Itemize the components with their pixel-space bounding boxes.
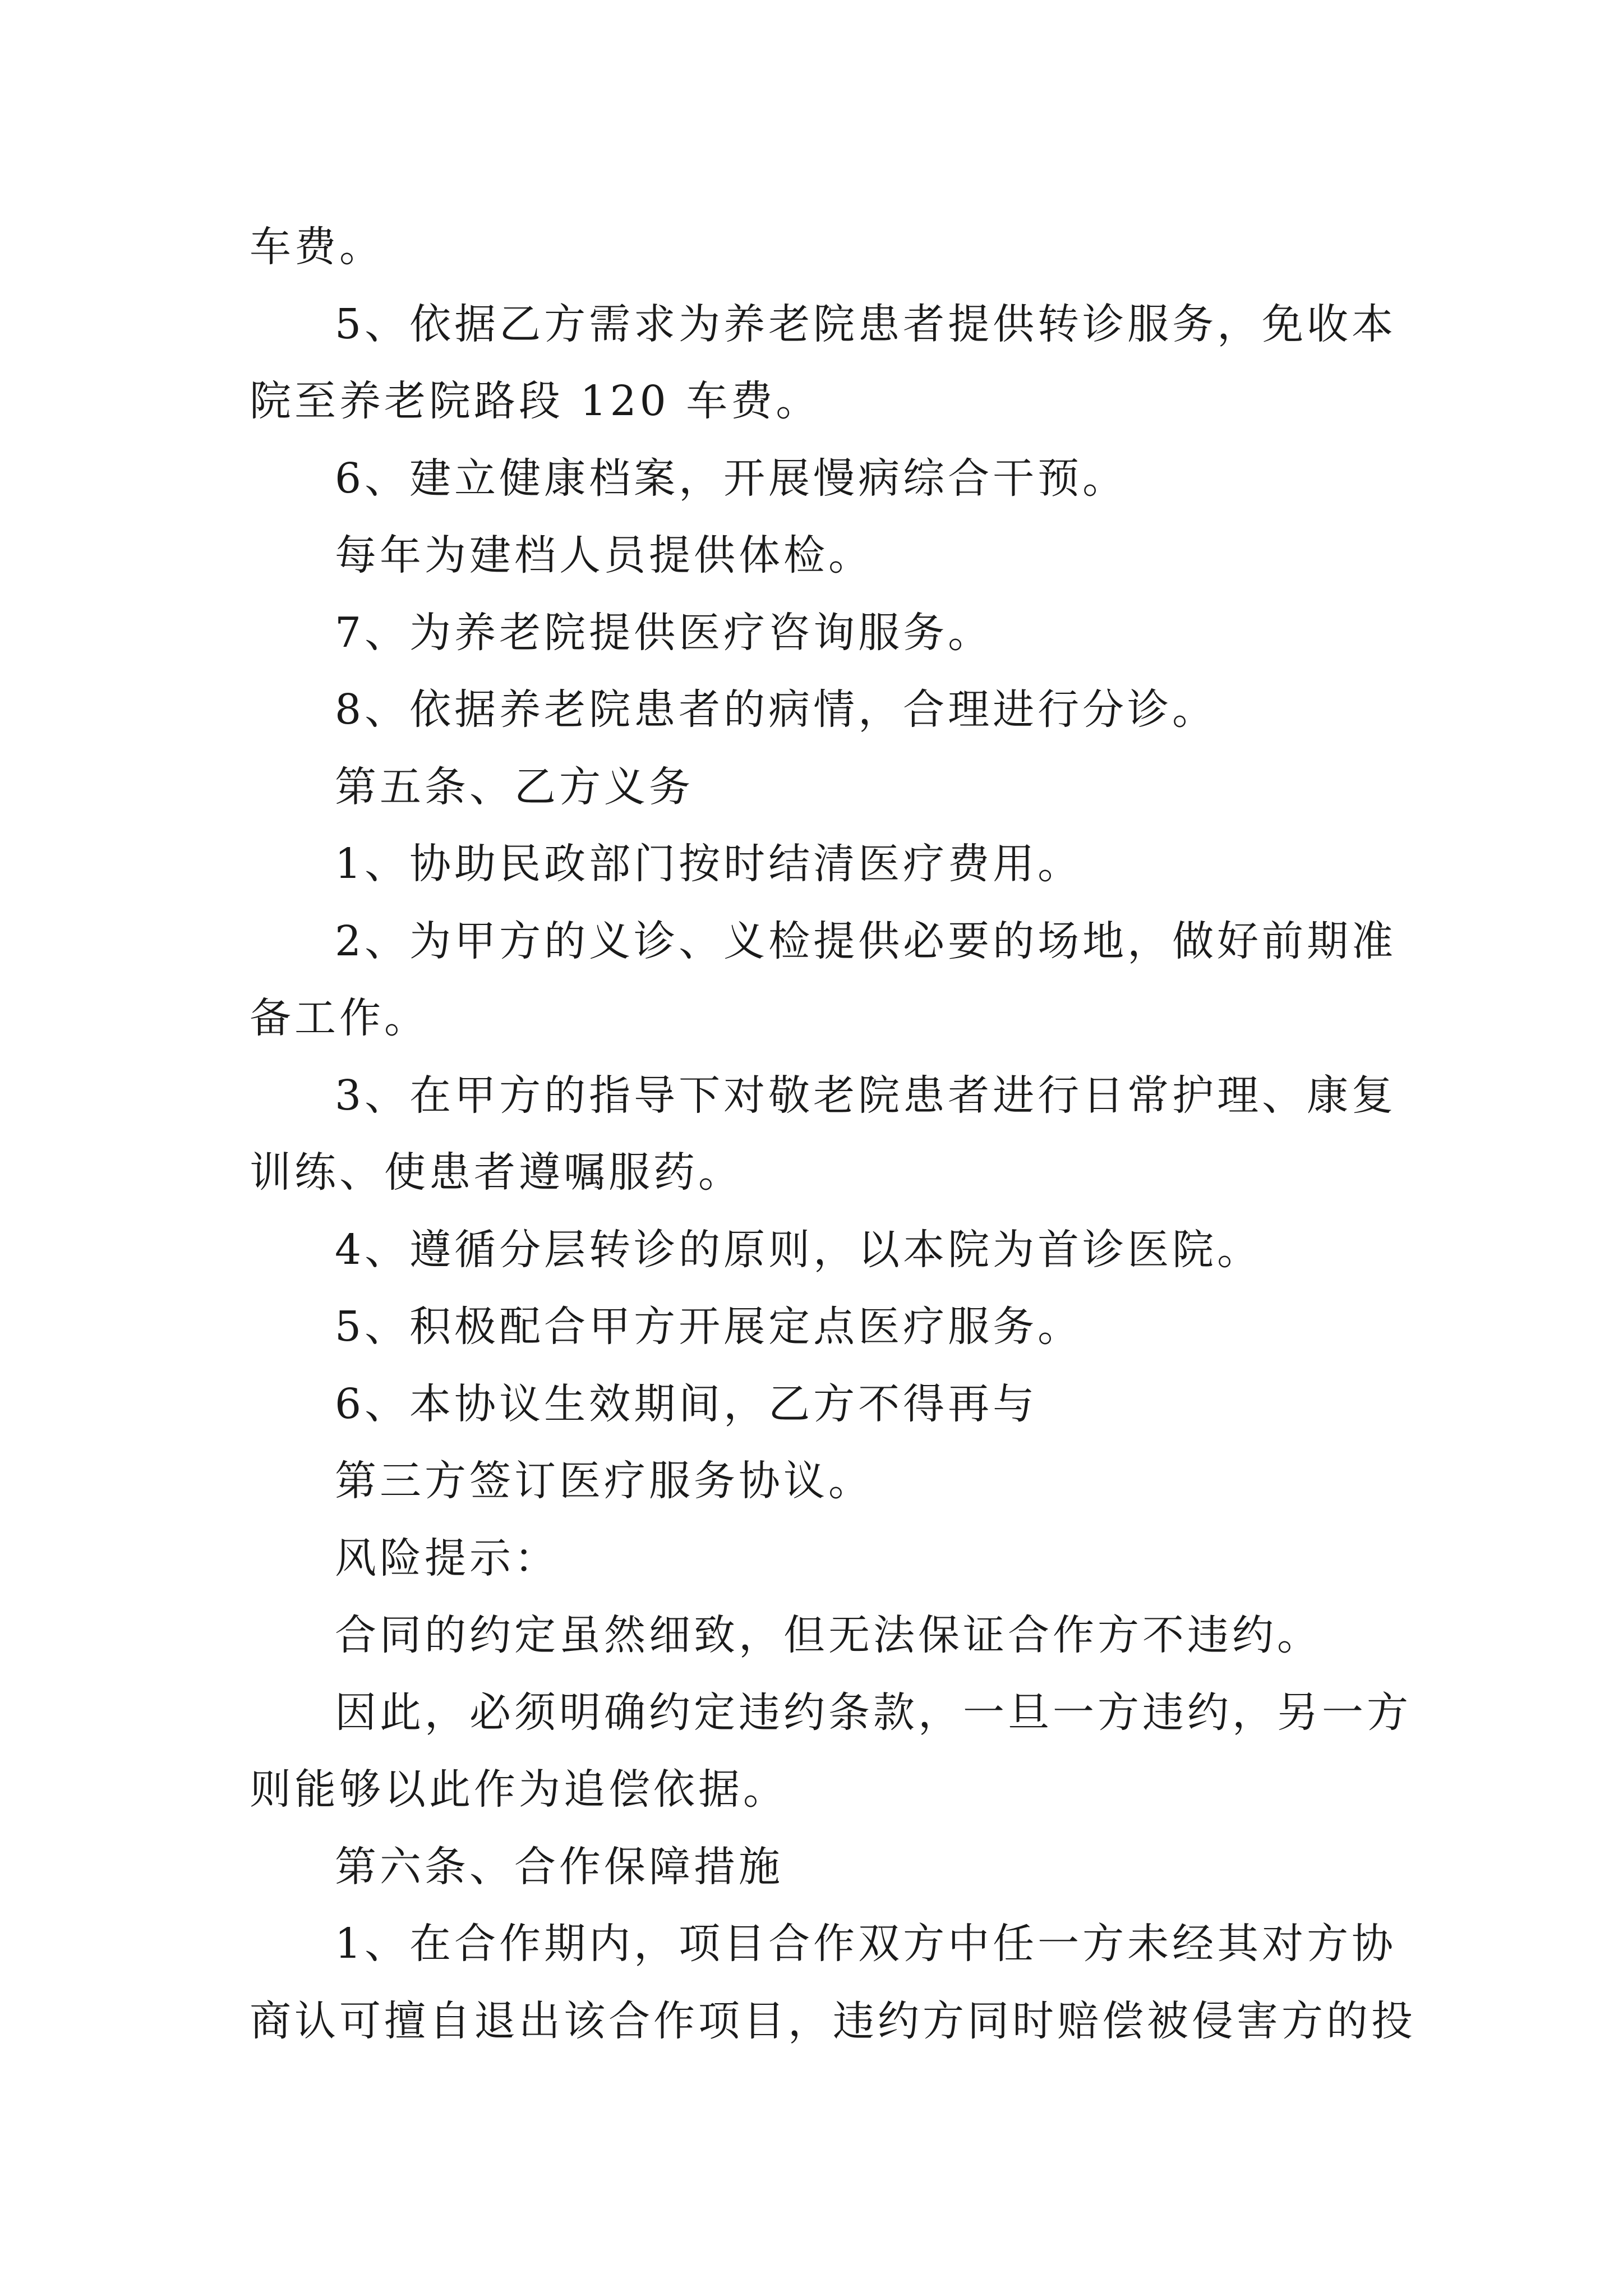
text-line: 1、在合作期内，项目合作双方中任一方未经其对方协 — [335, 1920, 1397, 1968]
document-body — [250, 209, 1416, 2060]
text-line: 8、依据养老院患者的病情，合理进行分诊。 — [335, 685, 1218, 734]
text-line: 训练、使患者遵嘱服药。 — [250, 1148, 743, 1197]
text-line: 6、建立健康档案，开展慢病综合干预。 — [335, 454, 1128, 503]
text-line: 商认可擅自退出该合作项目，违约方同时赔偿被侵害方的投 — [250, 1996, 1416, 2045]
text-line: 则能够以此作为追偿依据。 — [250, 1765, 788, 1814]
text-line: 每年为建档人员提供体检。 — [335, 531, 873, 579]
text-line: 合同的约定虽然细致，但无法保证合作方不违约。 — [335, 1611, 1322, 1659]
text-line: 1、协助民政部门按时结清医疗费用。 — [335, 840, 1083, 888]
risk-heading: 风险提示： — [335, 1534, 559, 1582]
text-line: 3、在甲方的指导下对敬老院患者进行日常护理、康复 — [335, 1071, 1397, 1120]
text-line: 院至养老院路段 120 车费。 — [250, 377, 821, 425]
text-line: 车费。 — [250, 223, 384, 271]
text-line: 2、为甲方的义诊、义检提供必要的场地，做好前期准 — [335, 917, 1397, 965]
text-line: 5、依据乙方需求为养老院患者提供转诊服务，免收本 — [335, 300, 1397, 348]
text-line: 因此，必须明确约定违约条款，一旦一方违约，另一方 — [335, 1688, 1412, 1737]
section-heading: 第六条、合作保障措施 — [335, 1842, 783, 1891]
text-line: 第三方签订医疗服务协议。 — [335, 1457, 873, 1505]
text-line: 4、遵循分层转诊的原则，以本院为首诊医院。 — [335, 1225, 1262, 1274]
text-line: 7、为养老院提供医疗咨询服务。 — [335, 608, 993, 657]
text-line: 6、本协议生效期间，乙方不得再与 — [335, 1379, 1038, 1428]
section-heading: 第五条、乙方义务 — [335, 762, 694, 811]
text-line: 备工作。 — [250, 994, 429, 1042]
text-line: 5、积极配合甲方开展定点医疗服务。 — [335, 1303, 1083, 1351]
